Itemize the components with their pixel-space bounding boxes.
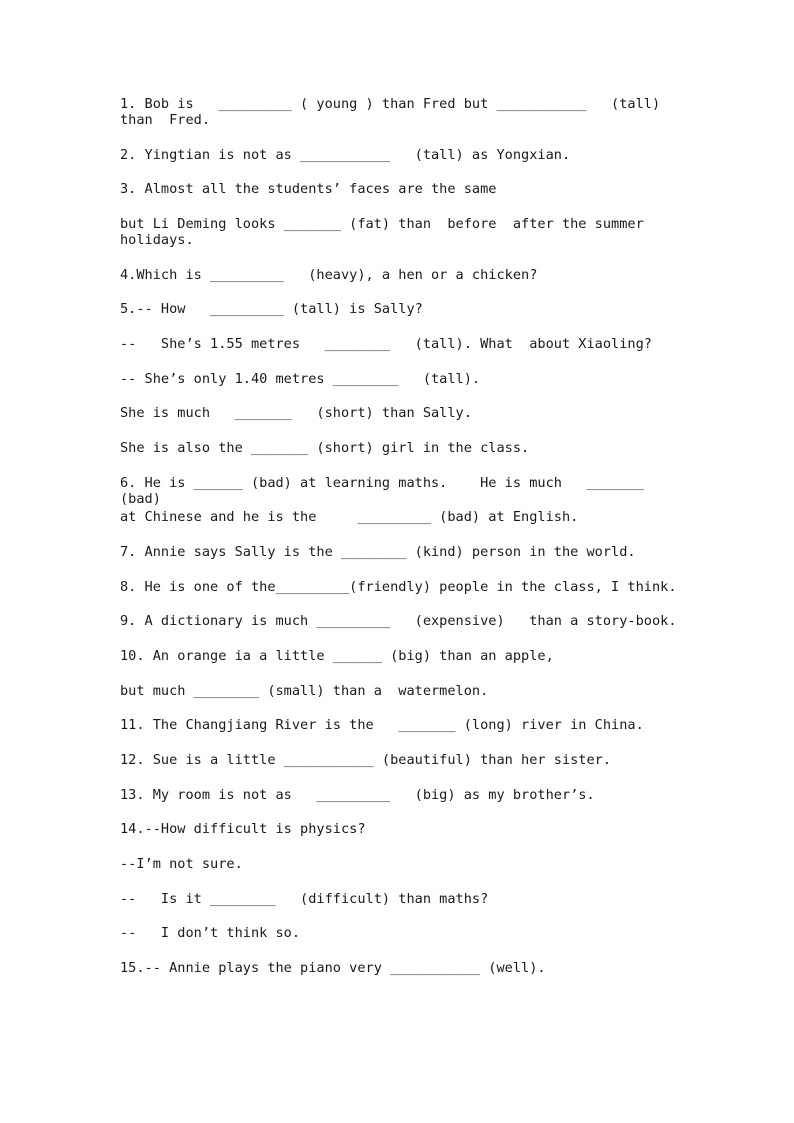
question-13: 13. My room is not as _________ (big) as my brother’s.	[120, 787, 595, 803]
question-14-line-2: --I’m not sure.	[120, 856, 243, 872]
question-12: 12. Sue is a little ___________ (beautiful) than her sister.	[120, 752, 612, 768]
question-6-cont: at Chinese and he is the _________ (bad) at English.	[120, 509, 579, 525]
question-14-line-3: -- Is it ________ (difficult) than maths?	[120, 891, 489, 907]
question-5-line-4: She is much _______ (short) than Sally.	[120, 405, 472, 421]
question-6: 6. He is ______ (bad) at learning maths. He is much _______ (bad)	[120, 475, 652, 507]
question-1: 1. Bob is _________ ( young ) than Fred but ___________ (tall) than Fred.	[120, 96, 661, 128]
question-10-cont: but much ________ (small) than a watermelon.	[120, 683, 489, 699]
question-2: 2. Yingtian is not as ___________ (tall) as Yongxian.	[120, 147, 571, 163]
question-14: 14.--How difficult is physics?	[120, 821, 366, 837]
question-8: 8. He is one of the_________(friendly) people in the class, I think.	[120, 579, 677, 595]
question-15: 15.-- Annie plays the piano very ___________ (well).	[120, 960, 546, 976]
question-9: 9. A dictionary is much _________ (expensive) than a story-book.	[120, 613, 677, 629]
question-5: 5.-- How _________ (tall) is Sally?	[120, 301, 423, 317]
question-3: 3. Almost all the students’ faces are the same	[120, 181, 497, 197]
question-3-cont: but Li Deming looks _______ (fat) than before after the summer holidays.	[120, 216, 644, 248]
question-11: 11. The Changjiang River is the _______ (long) river in China.	[120, 717, 644, 733]
question-14-line-4: -- I don’t think so.	[120, 925, 301, 941]
question-5-line-2: -- She’s 1.55 metres ________ (tall). What about Xiaoling?	[120, 336, 652, 352]
question-5-line-3: -- She’s only 1.40 metres ________ (tall).	[120, 371, 481, 387]
question-7: 7. Annie says Sally is the ________ (kind) person in the world.	[120, 544, 636, 560]
question-4: 4.Which is _________ (heavy), a hen or a chicken?	[120, 267, 538, 283]
question-10: 10. An orange ia a little ______ (big) than an apple,	[120, 648, 554, 664]
question-5-line-5: She is also the _______ (short) girl in the class.	[120, 440, 530, 456]
